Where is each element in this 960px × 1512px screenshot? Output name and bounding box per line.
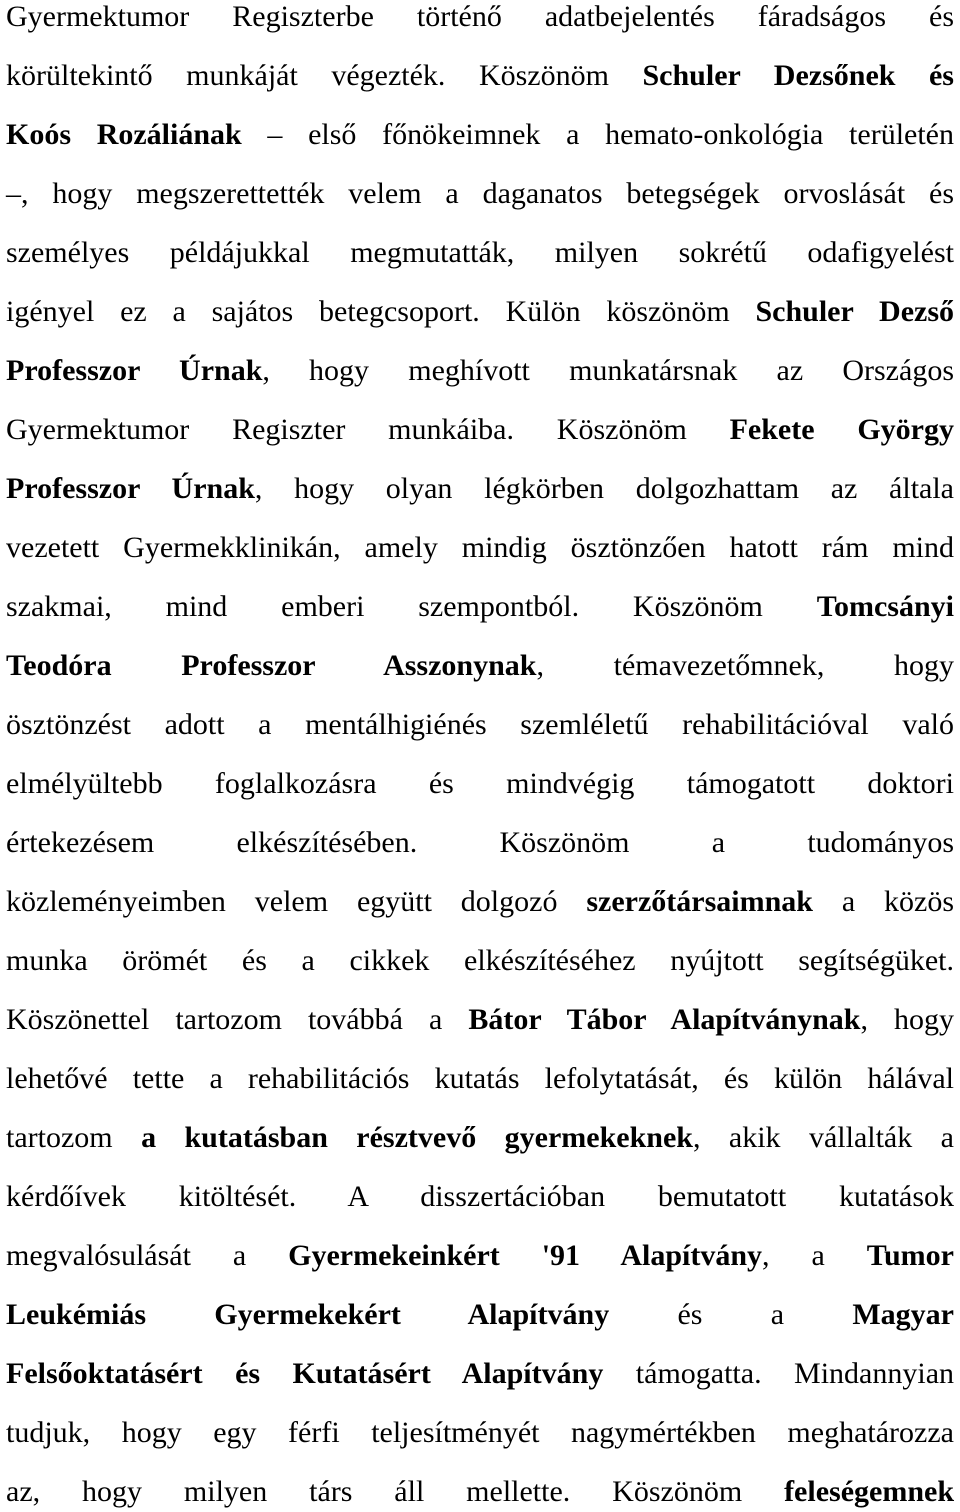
text-segment: elmélyültebb foglalkozásra és mindvégig támogatott doktori	[6, 767, 954, 800]
text-line	[6, 939, 954, 983]
text-segment: , témavezetőmnek, hogy	[536, 649, 954, 682]
bold-text: Fekete György	[729, 413, 954, 446]
text-segment: megvalósulását a	[6, 1239, 289, 1272]
text-line	[6, 1352, 954, 1396]
text-line	[6, 113, 954, 157]
text-line	[6, 1057, 954, 1101]
text-line	[6, 998, 954, 1042]
text-line	[6, 231, 954, 275]
text-segment: –, hogy megszerettették velem a daganatos betegségek orvoslását és	[6, 177, 954, 210]
bold-text: Professzor Úrnak	[6, 354, 263, 387]
bold-text: Tumor	[866, 1239, 954, 1272]
text-segment: , hogy olyan légkörben dolgozhattam az általa	[254, 472, 954, 505]
bold-text: feleségemnek	[784, 1475, 954, 1508]
bold-text: Tomcsányi	[816, 590, 954, 623]
text-segment: személyes példájukkal megmutatták, milyen sokrétű odafigyelést	[6, 236, 954, 269]
text-segment: Gyermektumor Regiszterbe történő adatbejelentés fáradságos és	[6, 0, 954, 33]
text-line	[6, 880, 954, 924]
text-segment: munka örömét és a cikkek elkészítéséhez nyújtott segítségüket.	[6, 944, 954, 977]
text-line	[6, 1234, 954, 1278]
text-segment: és a	[609, 1298, 853, 1331]
text-segment: vezetett Gyermekklinikán, amely mindig ösztönzően hatott rám mind	[6, 531, 954, 564]
bold-text: Magyar	[852, 1298, 954, 1331]
text-segment: tartozom	[6, 1121, 142, 1154]
text-line	[6, 1411, 954, 1455]
text-line	[6, 172, 954, 216]
text-segment: a közös	[812, 885, 954, 918]
text-line	[6, 349, 954, 393]
text-line	[6, 1116, 954, 1160]
text-line	[6, 762, 954, 806]
text-line	[6, 526, 954, 570]
text-segment: , hogy	[860, 1003, 955, 1036]
text-line	[6, 408, 954, 452]
text-line	[6, 290, 954, 334]
text-line	[6, 0, 954, 39]
text-line	[6, 1470, 954, 1512]
text-segment: támogatta. Mindannyian	[603, 1357, 955, 1390]
text-segment: értekezésem elkészítésében. Köszönöm a tudományos	[6, 826, 954, 859]
text-segment: , hogy meghívott munkatársnak az Országos	[262, 354, 954, 387]
bold-text: a kutatásban résztvevő gyermekeknek	[141, 1121, 693, 1154]
text-segment: – első főnökeimnek a hemato-onkológia területén	[241, 118, 954, 151]
text-segment: , a	[762, 1239, 867, 1272]
text-line	[6, 644, 954, 688]
text-segment: körültekintő munkáját végezték. Köszönöm	[6, 59, 643, 92]
text-segment: szakmai, mind emberi szempontból. Köszönöm	[6, 590, 817, 623]
text-segment: lehetővé tette a rehabilitációs kutatás lefolytatását, és külön hálával	[6, 1062, 954, 1095]
text-line	[6, 467, 954, 511]
text-segment: , akik vállalták a	[692, 1121, 954, 1154]
text-segment: ösztönzést adott a mentálhigiénés szemléletű rehabilitációval való	[6, 708, 954, 741]
text-line	[6, 54, 954, 98]
text-segment: az, hogy milyen társ áll mellette. Köszönöm	[6, 1475, 785, 1508]
text-segment: tudjuk, hogy egy férfi teljesítményét nagymértékben meghatározza	[6, 1416, 954, 1449]
bold-text: szerzőtársaimnak	[586, 885, 813, 918]
text-segment: Gyermektumor Regiszter munkáiba. Köszönöm	[6, 413, 730, 446]
bold-text: Professzor Úrnak	[6, 472, 255, 505]
bold-text: Koós Rozáliának	[6, 118, 242, 151]
text-line	[6, 585, 954, 629]
text-line	[6, 821, 954, 865]
text-segment: közleményeimben velem együtt dolgozó	[6, 885, 587, 918]
text-line	[6, 1175, 954, 1219]
text-segment: Köszönettel tartozom továbbá a	[6, 1003, 469, 1036]
bold-text: Gyermekeinkért '91 Alapítvány	[288, 1239, 763, 1272]
bold-text: Leukémiás Gyermekekért Alapítvány	[6, 1298, 610, 1331]
text-segment: kérdőívek kitöltését. A disszertációban bemutatott kutatások	[6, 1180, 954, 1213]
bold-text: Bátor Tábor Alapítványnak	[468, 1003, 861, 1036]
text-line	[6, 703, 954, 747]
bold-text: Teodóra Professzor Asszonynak	[6, 649, 537, 682]
bold-text: Felsőoktatásért és Kutatásért Alapítvány	[6, 1357, 604, 1390]
bold-text: Schuler Dezsőnek és	[642, 59, 954, 92]
text-segment: igényel ez a sajátos betegcsoport. Külön köszönöm	[6, 295, 756, 328]
text-line	[6, 1293, 954, 1337]
bold-text: Schuler Dezső	[755, 295, 954, 328]
